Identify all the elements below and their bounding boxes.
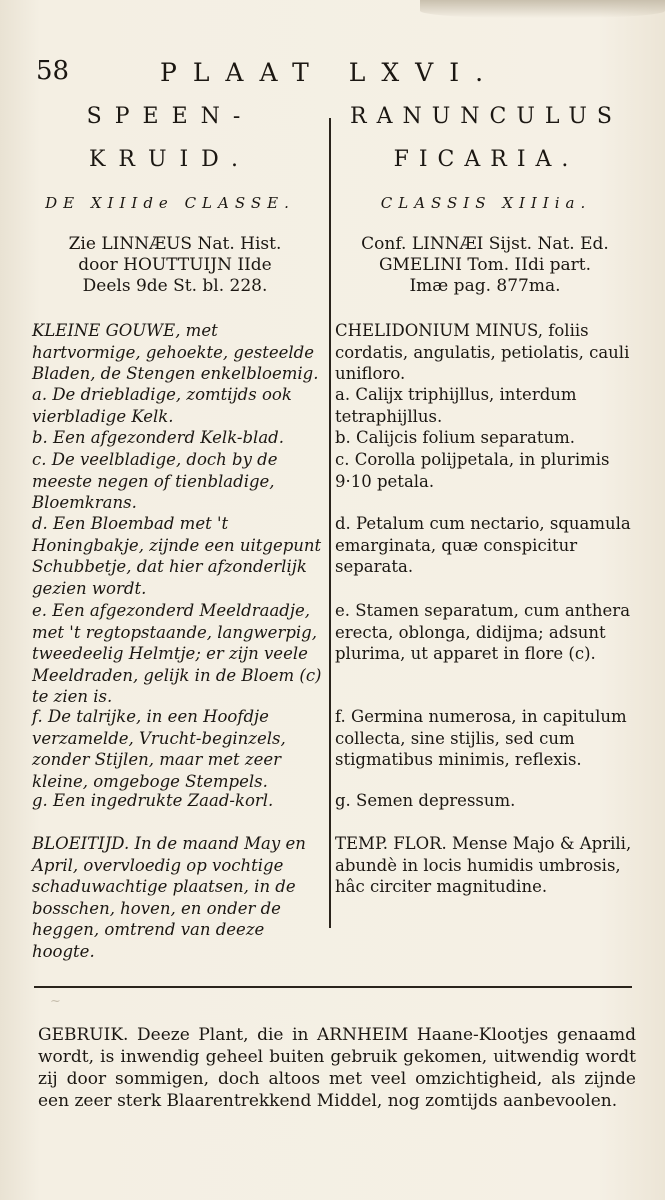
right-item-e: e. Stamen separatum, cum anthera erecta, oblonga, didijma; adsunt plurima, ut apparet in flore (c).: [335, 601, 631, 663]
left-item-d: d. Een Bloembad met 't Honingbakje, zijnde een uitgepunt Schubbetje, dat hier afzonderlijk gezien wordt.: [32, 514, 322, 598]
left-item-f: f. De talrijke, in een Hoofdje verzamelde, Vrucht-beginzels, zonder Stijlen, maar met zeer kleine, omgeboge Stempels.: [32, 707, 286, 791]
right-item-a: a. Calijx triphijllus, interdum tetraphijllus.: [335, 385, 577, 426]
right-ref-line: GMELINI Tom. IIdi part.: [378, 255, 592, 275]
right-item-d: d. Petalum cum nectario, squamula emarginata, quæ conspicitur separata.: [335, 514, 631, 576]
left-item-e: e. Een afgezonderd Meeldraadje, met 't regtopstaande, langwerpig, tweedeelig Helmtje; er zijn veele Meeldraden, gelijk in de Bloem (c) te zien is.: [32, 601, 322, 706]
right-item-c: c. Corolla polijpetala, in plurimis 9·10 petala.: [335, 450, 610, 491]
left-ref-line: door HOUTTUIJN IIde: [78, 255, 272, 275]
right-title-line1: RANUNCULUS: [350, 104, 622, 129]
column-divider: [329, 118, 331, 928]
usage-paragraph: GEBRUIK. Deeze Plant, die in ARNHEIM Haane-Klootjes genaamd wordt, is inwendig geheel buiten gebruik gekomen, uitwendig wordt zij door sommigen, doch altoos met veel omzichtigheid, als zijnde een zeer sterk Blaarentrekkend Middel, nog zomtijds aanbevoolen.: [38, 1025, 636, 1111]
left-ref-line: Zie LINNÆUS Nat. Hist.: [68, 234, 282, 254]
right-description: CHELIDONIUM MINUS, foliis cordatis, angulatis, petiolatis, cauli unifloro.: [335, 321, 630, 383]
left-ref-line: Deels 9de St. bl. 228.: [82, 276, 268, 296]
left-item-b: b. Een afgezonderd Kelk-blad.: [32, 428, 284, 447]
section-rule: [34, 986, 632, 988]
left-item-a: a. De driebladige, zomtijds ook vierbladige Kelk.: [32, 385, 292, 426]
right-ref-line: Conf. LINNÆI Sijst. Nat. Ed.: [361, 234, 609, 254]
left-reference: [40, 234, 310, 297]
bleed-through-text: ~: [50, 994, 61, 1009]
left-item-c: c. De veelbladige, doch by de meeste negen of tienbladige, Bloemkrans.: [32, 450, 278, 512]
right-class: CLASSIS XIIIia.: [380, 194, 592, 212]
right-ref-line: Imæ pag. 877ma.: [409, 276, 561, 296]
right-flowering-time: TEMP. FLOR. Mense Majo & Aprili, abundè in locis humidis umbrosis, hâc circiter magnitudine.: [335, 834, 632, 896]
right-title-line2: FICARIA.: [393, 147, 579, 172]
left-description: KLEINE GOUWE, met hartvormige, gehoekte, gesteelde Bladen, de Stengen enkelbloemig.: [32, 321, 319, 383]
left-class: DE XIIIde CLASSE.: [45, 194, 295, 212]
left-item-g: g. Een ingedrukte Zaad-korl.: [32, 791, 274, 810]
left-title-line1: SPEEN-: [86, 104, 254, 129]
right-item-f: f. Germina numerosa, in capitulum collecta, sine stijlis, sed cum stigmatibus minimis, reflexis.: [335, 707, 627, 769]
page-number: 58: [36, 56, 70, 86]
right-item-b: b. Calijcis folium separatum.: [335, 428, 576, 447]
left-flowering-time: BLOEITIJD. In de maand May en April, overvloedig op vochtige schaduwachtige plaatsen, in de bosschen, hoven, en onder de heggen, omtrend van deeze hoogte.: [32, 834, 306, 961]
left-title-line2: KRUID.: [88, 147, 252, 172]
right-reference: [334, 234, 636, 297]
page-edge-shadow: [420, 0, 665, 18]
plate-heading: PLAAT LXVI.: [160, 58, 500, 87]
right-item-g: g. Semen depressum.: [335, 791, 516, 810]
